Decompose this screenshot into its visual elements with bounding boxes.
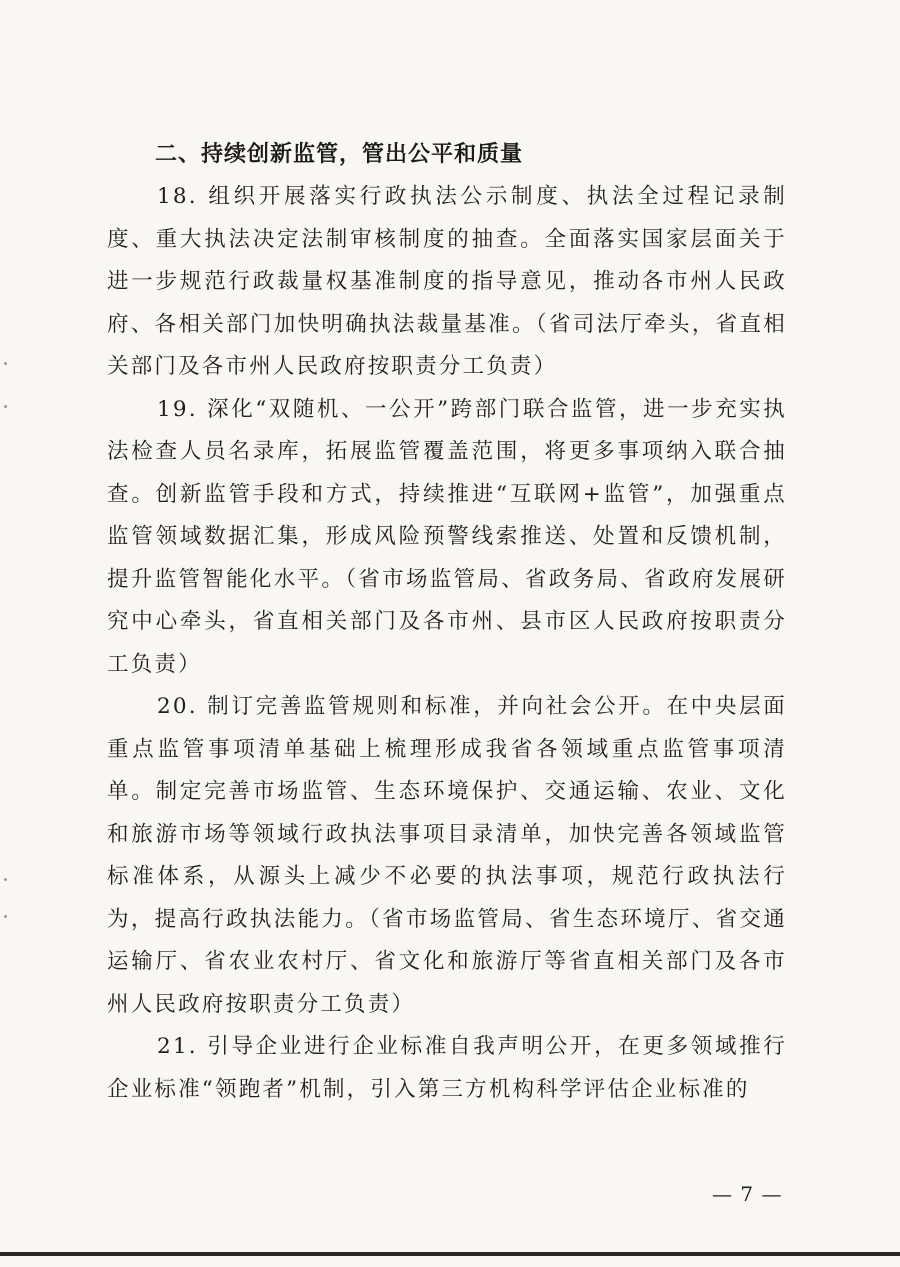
paragraph-item-21: 21. 引导企业进行企业标准自我声明公开，在更多领域推行企业标准“领跑者”机制，引入第三方机构科学评估企业标准的: [107, 1034, 787, 1102]
page-number: — 7 —: [712, 1182, 783, 1206]
scan-edge-mark: [4, 362, 7, 365]
bottom-divider: [0, 1252, 900, 1256]
scan-edge-mark: [4, 915, 7, 918]
paragraph-item-20: 20. 制订完善监管规则和标准，并向社会公开。在中央层面重点监管事项清单基础上梳理形成我省各领域重点监管事项清单。制定完善市场监管、生态环境保护、交通运输、农业、文化和旅游市场等领域行政执法事项目录清单，加快完善各领域监管标准体系，从源头上减少不必要的执法事项，规范行政执法行为，提高行政执法能力。（省市场监管局、省生态环境厅、省交通运输厅、省农业农村厅、省文化和旅游厅等省直相关部门及各市州人民政府按职责分工负责）: [107, 694, 787, 1017]
document-body: [107, 134, 787, 1111]
section-heading: 二、持续创新监管，管出公平和质量: [155, 142, 524, 167]
scan-edge-mark: [4, 405, 7, 408]
paragraph-item-19: 19. 深化“双随机、一公开”跨部门联合监管，进一步充实执法检查人员名录库，拓展监管覆盖范围，将更多事项纳入联合抽查。创新监管手段和方式，持续推进“互联网+监管”，加强重点监管领域数据汇集，形成风险预警线索推送、处置和反馈机制，提升监管智能化水平。（省市场监管局、省政务局、省政府发展研究中心牵头，省直相关部门及各市州、县市区人民政府按职责分工负责）: [107, 396, 787, 677]
paragraph-item-18: 18. 组织开展落实行政执法公示制度、执法全过程记录制度、重大执法决定法制审核制度的抽查。全面落实国家层面关于进一步规范行政裁量权基准制度的指导意见，推动各市州人民政府、各相关部门加快明确执法裁量基准。（省司法厅牵头，省直相关部门及各市州人民政府按职责分工负责）: [107, 184, 787, 379]
scan-edge-mark: [4, 878, 7, 881]
